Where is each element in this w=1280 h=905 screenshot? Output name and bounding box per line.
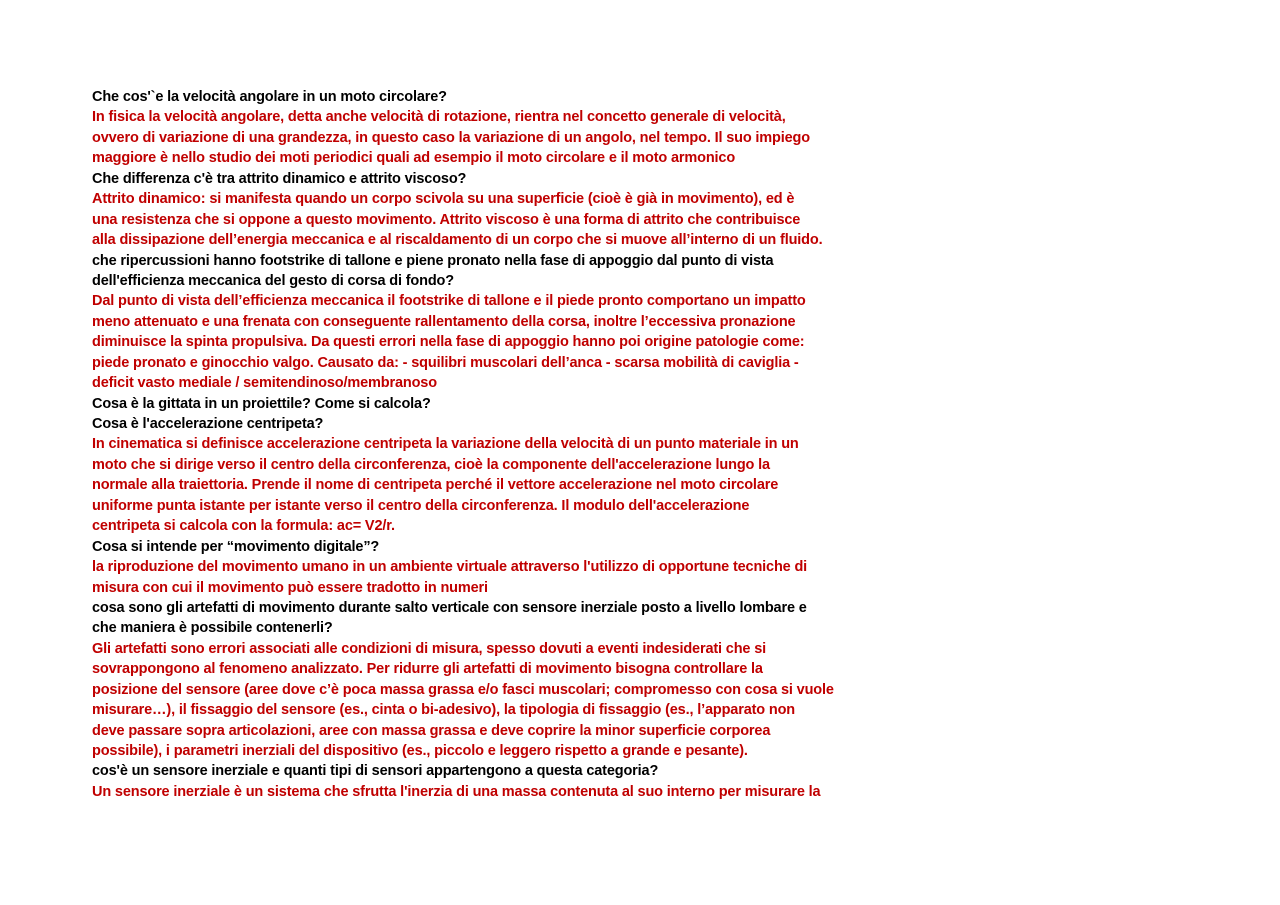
answer-line: Attrito dinamico: si manifesta quando un corpo scivola su una superficie (cioè è già in movimento), ed è [92,191,795,208]
answer-line: misura con cui il movimento può essere tradotto in numeri [92,579,488,596]
answer-line: meno attenuato e una frenata con conseguente rallentamento della corsa, inoltre l’eccessiva pronazione [92,313,796,330]
answer-line: Un sensore inerziale è un sistema che sfrutta l'inerzia di una massa contenuta al suo interno per misurare la [92,783,821,800]
answer-line: ovvero di variazione di una grandezza, in questo caso la variazione di un angolo, nel tempo. Il suo impiego [92,129,810,146]
answer-line: deficit vasto mediale / semitendinoso/membranoso [92,375,437,392]
answer-line: piede pronato e ginocchio valgo. Causato da: - squilibri muscolari dell’anca - scarsa mobilità di caviglia - [92,354,799,371]
question-line: Cosa è l'accelerazione centripeta? [92,416,324,432]
question-line: cos'è un sensore inerziale e quanti tipi di sensori appartengono a questa categoria? [92,763,659,780]
answer-line: centripeta si calcola con la formula: ac= V2/r. [92,518,395,535]
document-page [92,87,852,802]
question-line: Cosa si intende per “movimento digitale”? [92,538,380,555]
answer-line: moto che si dirige verso il centro della circonferenza, cioè la componente dell'accelerazione lungo la [92,456,770,473]
question-line: Che cos'`e la velocità angolare in un moto circolare? [92,89,447,105]
answer-line: alla dissipazione dell’energia meccanica e al riscaldamento di un corpo che si muove all’interno di un fluido. [92,232,823,249]
answer-line: uniforme punta istante per istante verso il centro della circonferenza. Il modulo dell'accelerazione [92,497,750,514]
answer-line: una resistenza che si oppone a questo movimento. Attrito viscoso è una forma di attrito che contribuisce [92,211,801,228]
answer-line: normale alla traiettoria. Prende il nome di centripeta perché il vettore accelerazione nel moto circolare [92,477,779,494]
question-line: dell'efficienza meccanica del gesto di corsa di fondo? [92,272,454,289]
answer-line: Gli artefatti sono errori associati alle condizioni di misura, spesso dovuti a eventi indesiderati che si [92,640,767,657]
question-line: che maniera è possibile contenerli? [92,620,333,637]
answer-line: misurare…), il fissaggio del sensore (es., cinta o bi-adesivo), la tipologia di fissaggio (es., l’apparato non [92,702,796,719]
answer-line: In fisica la velocità angolare, detta anche velocità di rotazione, rientra nel concetto generale di velocità, [92,109,786,126]
answer-line: Dal punto di vista dell’efficienza meccanica il footstrike di tallone e il piede pronto comportano un impatto [92,293,806,310]
answer-line: posizione del sensore (aree dove c’è poca massa grassa e/o fasci muscolari; compromesso con cosa si vuole [92,681,834,698]
answer-line: diminuisce la spinta propulsiva. Da questi errori nella fase di appoggio hanno poi origine patologie come: [92,334,805,351]
answer-line: In cinematica si definisce accelerazione centripeta la variazione della velocità di un punto materiale in un [92,436,799,453]
answer-line: sovrappongono al fenomeno analizzato. Per ridurre gli artefatti di movimento bisogna controllare la [92,661,763,678]
answer-line: maggiore è nello studio dei moti periodici quali ad esempio il moto circolare e il moto armonico [92,150,736,167]
question-line: Cosa è la gittata in un proiettile? Come si calcola? [92,395,431,412]
question-line: Che differenza c'è tra attrito dinamico e attrito viscoso? [92,170,467,187]
question-line: cosa sono gli artefatti di movimento durante salto verticale con sensore inerziale posto a livello lombare e [92,599,807,616]
answer-line: deve passare sopra articolazioni, aree con massa grassa e deve coprire la minor superficie corporea [92,722,771,739]
question-line: che ripercussioni hanno footstrike di tallone e piene pronato nella fase di appoggio dal punto di vista [92,252,774,269]
answer-line: possibile), i parametri inerziali del dispositivo (es., piccolo e leggero rispetto a grande e pesante). [92,743,748,759]
answer-line: la riproduzione del movimento umano in un ambiente virtuale attraverso l'utilizzo di opportune tecniche di [92,559,808,576]
